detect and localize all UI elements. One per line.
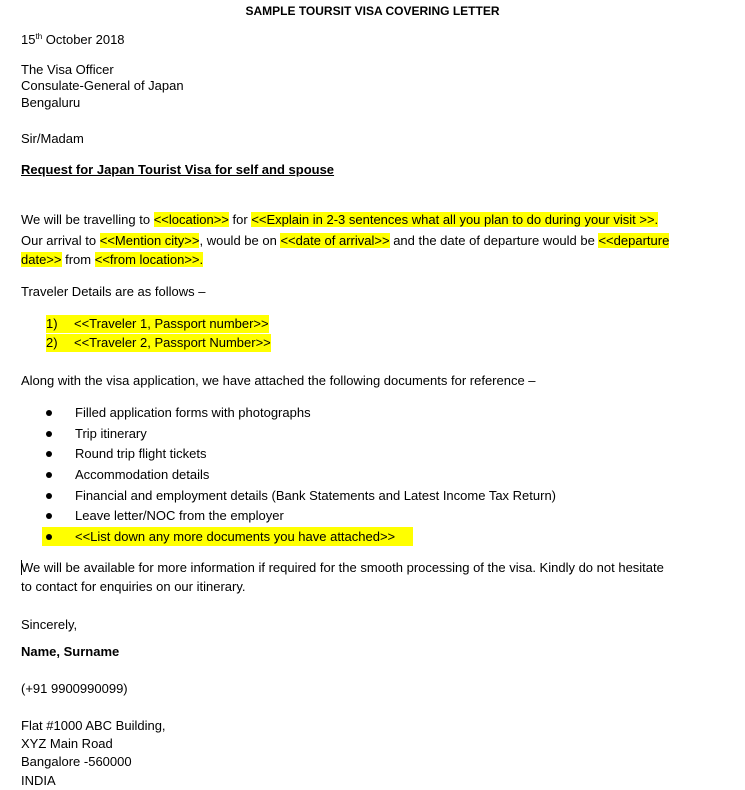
documents-intro: Along with the visa application, we have attached the following documents for reference – xyxy=(21,373,536,388)
document-list-item: Trip itinerary xyxy=(75,426,147,441)
bullet-icon xyxy=(46,431,52,437)
placeholder-plan: <<Explain in 2-3 sentences what all you plan to do during your visit >>. xyxy=(251,212,659,227)
bullet-icon xyxy=(46,493,52,499)
document-list-item: Accommodation details xyxy=(75,467,210,482)
placeholder-arrival-date: <<date of arrival>> xyxy=(280,233,390,248)
document-list-item: Financial and employment details (Bank Statements and Latest Income Tax Return) xyxy=(75,488,557,503)
recipient-line: Bengaluru xyxy=(21,95,81,110)
body-paragraph-line: date>> from <<from location>>. xyxy=(21,252,204,267)
document-list-item-placeholder: <<List down any more documents you have attached>> xyxy=(75,529,396,544)
letter-date: 15th October 2018 xyxy=(21,32,125,47)
address-line: Flat #1000 ABC Building, xyxy=(21,718,166,733)
bullet-icon xyxy=(46,410,52,416)
sender-phone: (+91 9900990099) xyxy=(21,681,128,696)
placeholder-city: <<Mention city>> xyxy=(99,233,200,248)
sender-name: Name, Surname xyxy=(21,644,120,659)
placeholder-departure-date-cont: date>> xyxy=(21,252,62,267)
body-paragraph-line: Our arrival to <<Mention city>>, would be on <<date of arrival>> and the date of departure would be <<departure xyxy=(21,233,670,248)
placeholder-location: <<location>> xyxy=(153,212,229,227)
body-paragraph-line: We will be travelling to <<location>> for <<Explain in 2-3 sentences what all you plan to do during your visit >>. xyxy=(21,212,659,227)
letter-title: SAMPLE TOURSIT VISA COVERING LETTER xyxy=(245,4,500,18)
salutation: Sir/Madam xyxy=(21,131,84,146)
bullet-icon xyxy=(46,534,52,540)
bullet-icon xyxy=(46,513,52,519)
address-line: Bangalore -560000 xyxy=(21,754,132,769)
recipient-line: The Visa Officer xyxy=(21,62,114,77)
address-line: XYZ Main Road xyxy=(21,736,113,751)
document-list-item: Filled application forms with photographs xyxy=(75,405,311,420)
placeholder-departure-date: <<departure xyxy=(598,233,670,248)
bullet-icon xyxy=(46,472,52,478)
closing-paragraph-line: to contact for enquiries on our itinerary. xyxy=(21,579,246,594)
placeholder-from-location: <<from location>>. xyxy=(94,252,204,267)
traveler-list-item: 2) <<Traveler 2, Passport Number>> xyxy=(46,335,271,350)
bullet-icon xyxy=(46,451,52,457)
closing-paragraph-line: We will be available for more information if required for the smooth processing of the visa. Kindly do not hesitate xyxy=(21,560,664,575)
recipient-line: Consulate-General of Japan xyxy=(21,78,184,93)
document-list-item: Leave letter/NOC from the employer xyxy=(75,508,284,523)
traveler-list-item: 1) <<Traveler 1, Passport number>> xyxy=(46,316,269,331)
subject-line: Request for Japan Tourist Visa for self and spouse xyxy=(21,162,335,177)
signoff: Sincerely, xyxy=(21,617,78,632)
traveler-intro: Traveler Details are as follows – xyxy=(21,284,206,299)
address-line: INDIA xyxy=(21,773,56,788)
document-list-item: Round trip flight tickets xyxy=(75,446,207,461)
